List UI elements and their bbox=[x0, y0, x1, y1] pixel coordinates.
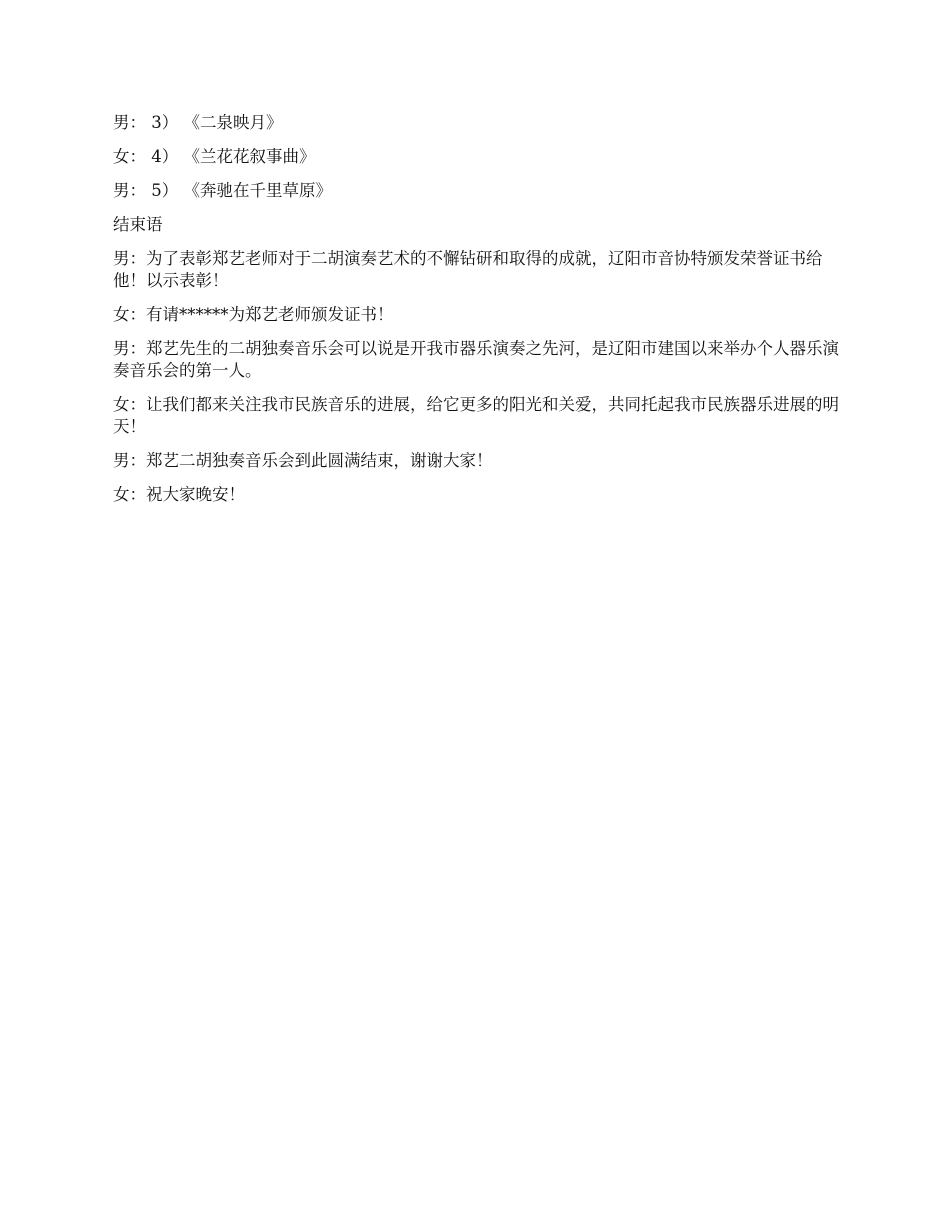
paragraph-first-concert: 男：郑艺先生的二胡独奏音乐会可以说是开我市器乐演奏之先河，是辽阳市建国以来举办个人器乐演奏音乐会的第一人。 bbox=[113, 339, 839, 380]
section-heading-closing: 结束语 bbox=[113, 215, 163, 234]
program-item-4: 女： 4） 《兰花花叙事曲》 bbox=[113, 147, 316, 166]
paragraph-conclusion: 男：郑艺二胡独奏音乐会到此圆满结束，谢谢大家！ bbox=[113, 451, 493, 470]
paragraph-folk-music: 女：让我们都来关注我市民族音乐的进展，给它更多的阳光和关爱，共同托起我市民族器乐进展的明天！ bbox=[113, 395, 839, 436]
paragraph-good-night: 女：祝大家晚安！ bbox=[113, 485, 245, 504]
paragraph-invite-presenter: 女：有请******为郑艺老师颁发证书！ bbox=[113, 305, 394, 324]
program-item-5: 男： 5） 《奔驰在千里草原》 bbox=[113, 181, 332, 200]
program-item-3: 男： 3） 《二泉映月》 bbox=[113, 113, 283, 132]
paragraph-honor-certificate: 男：为了表彰郑艺老师对于二胡演奏艺术的不懈钻研和取得的成就，辽阳市音协特颁发荣誉证书给他！以示表彰！ bbox=[113, 249, 823, 290]
document-body bbox=[113, 112, 840, 518]
